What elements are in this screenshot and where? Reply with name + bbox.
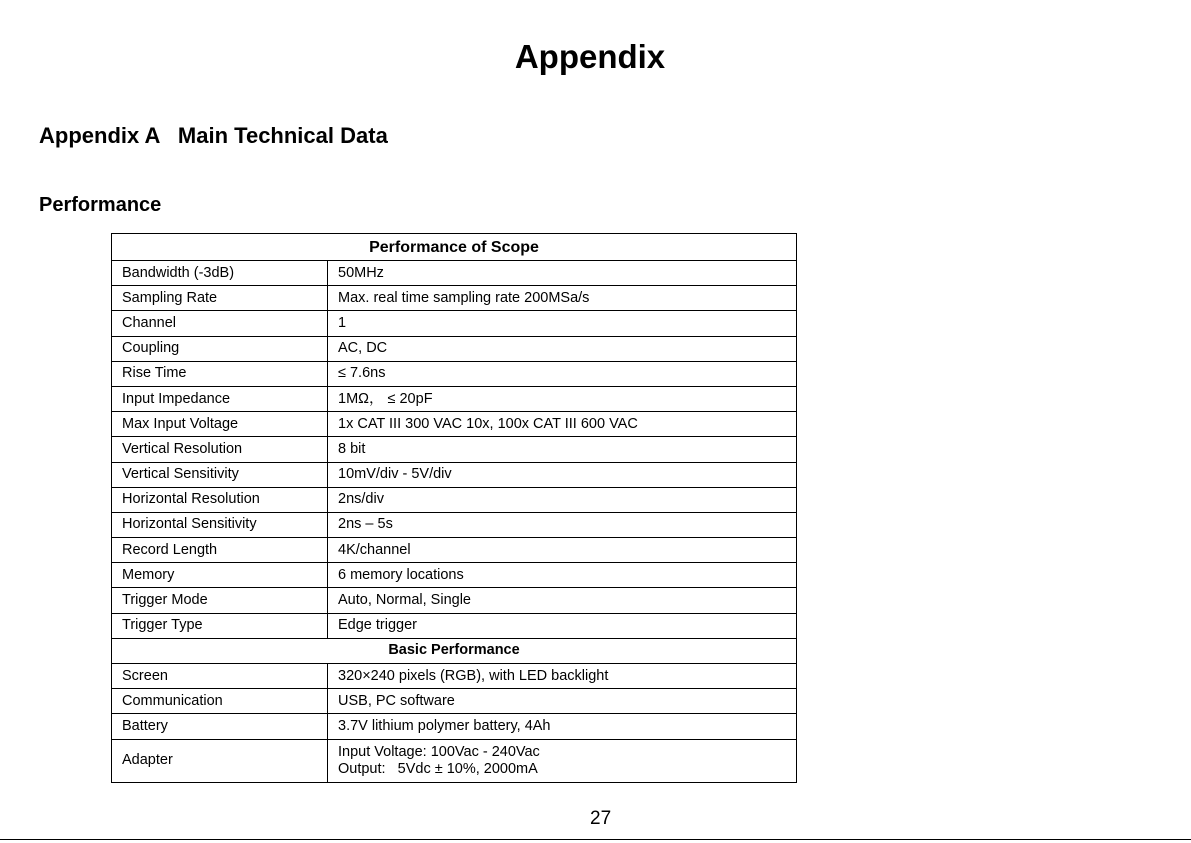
- spec-label: Battery: [112, 714, 328, 739]
- spec-value: 6 memory locations: [328, 563, 797, 588]
- table-row: [112, 311, 797, 336]
- spec-table: [111, 233, 797, 783]
- spec-value: ≤ 7.6ns: [328, 361, 797, 386]
- spec-label: Vertical Sensitivity: [112, 462, 328, 487]
- spec-value-adapter: [328, 739, 797, 782]
- spec-value: 1x CAT III 300 VAC 10x, 100x CAT III 600 VAC: [328, 412, 797, 437]
- spec-table-body: [112, 234, 797, 783]
- spec-label: Bandwidth (-3dB): [112, 261, 328, 286]
- group-header-row: [112, 234, 797, 261]
- spec-value: USB, PC software: [328, 689, 797, 714]
- spec-label: Communication: [112, 689, 328, 714]
- table-row: [112, 563, 797, 588]
- spec-value: AC, DC: [328, 336, 797, 361]
- page-number: 27: [590, 808, 612, 829]
- table-row: [112, 538, 797, 563]
- spec-value: 4K/channel: [328, 538, 797, 563]
- page-title: Appendix: [514, 38, 666, 75]
- spec-label: Input Impedance: [112, 386, 328, 411]
- table-row: [112, 714, 797, 739]
- spec-value: 2ns/div: [328, 487, 797, 512]
- spec-value: 10mV/div - 5V/div: [328, 462, 797, 487]
- spec-value: 2ns – 5s: [328, 512, 797, 537]
- table-row: [112, 261, 797, 286]
- spec-value: 320×240 pixels (RGB), with LED backlight: [328, 664, 797, 689]
- spec-label: Rise Time: [112, 361, 328, 386]
- table-row: [112, 613, 797, 638]
- spec-label: Horizontal Resolution: [112, 487, 328, 512]
- group-title-basic-performance: Basic Performance: [112, 638, 797, 663]
- footer-divider: [0, 839, 1191, 840]
- adapter-input-line: Input Voltage: 100Vac - 240Vac: [338, 743, 540, 760]
- table-row: [112, 487, 797, 512]
- spec-label: Vertical Resolution: [112, 437, 328, 462]
- sub-heading: Performance: [39, 194, 162, 216]
- section-heading: Appendix A Main Technical Data: [39, 123, 388, 148]
- spec-label: Max Input Voltage: [112, 412, 328, 437]
- table-row: [112, 412, 797, 437]
- spec-value: 3.7V lithium polymer battery, 4Ah: [328, 714, 797, 739]
- table-row: [112, 588, 797, 613]
- spec-label: Coupling: [112, 336, 328, 361]
- spec-label: Record Length: [112, 538, 328, 563]
- spec-label: Memory: [112, 563, 328, 588]
- table-row: [112, 462, 797, 487]
- spec-value: 1: [328, 311, 797, 336]
- spec-label: Screen: [112, 664, 328, 689]
- spec-value: 8 bit: [328, 437, 797, 462]
- spec-label: Trigger Type: [112, 613, 328, 638]
- table-row: [112, 361, 797, 386]
- table-row: [112, 437, 797, 462]
- table-row: [112, 286, 797, 311]
- spec-value: 50MHz: [328, 261, 797, 286]
- table-row: [112, 386, 797, 411]
- spec-value: Edge trigger: [328, 613, 797, 638]
- spec-value: 1MΩ， ≤ 20pF: [328, 386, 797, 411]
- spec-value: Max. real time sampling rate 200MSa/s: [328, 286, 797, 311]
- table-row: [112, 664, 797, 689]
- adapter-output-line: Output: 5Vdc ± 10%, 2000mA: [338, 760, 538, 777]
- spec-label: Horizontal Sensitivity: [112, 512, 328, 537]
- table-row-adapter: [112, 739, 797, 782]
- spec-label: Trigger Mode: [112, 588, 328, 613]
- table-row: [112, 512, 797, 537]
- group-title-performance-of-scope: Performance of Scope: [112, 234, 797, 261]
- spec-label: Channel: [112, 311, 328, 336]
- table-row: [112, 689, 797, 714]
- table-row: [112, 336, 797, 361]
- spec-value: Auto, Normal, Single: [328, 588, 797, 613]
- spec-label: Adapter: [112, 739, 328, 782]
- group-header-row: [112, 638, 797, 663]
- spec-label: Sampling Rate: [112, 286, 328, 311]
